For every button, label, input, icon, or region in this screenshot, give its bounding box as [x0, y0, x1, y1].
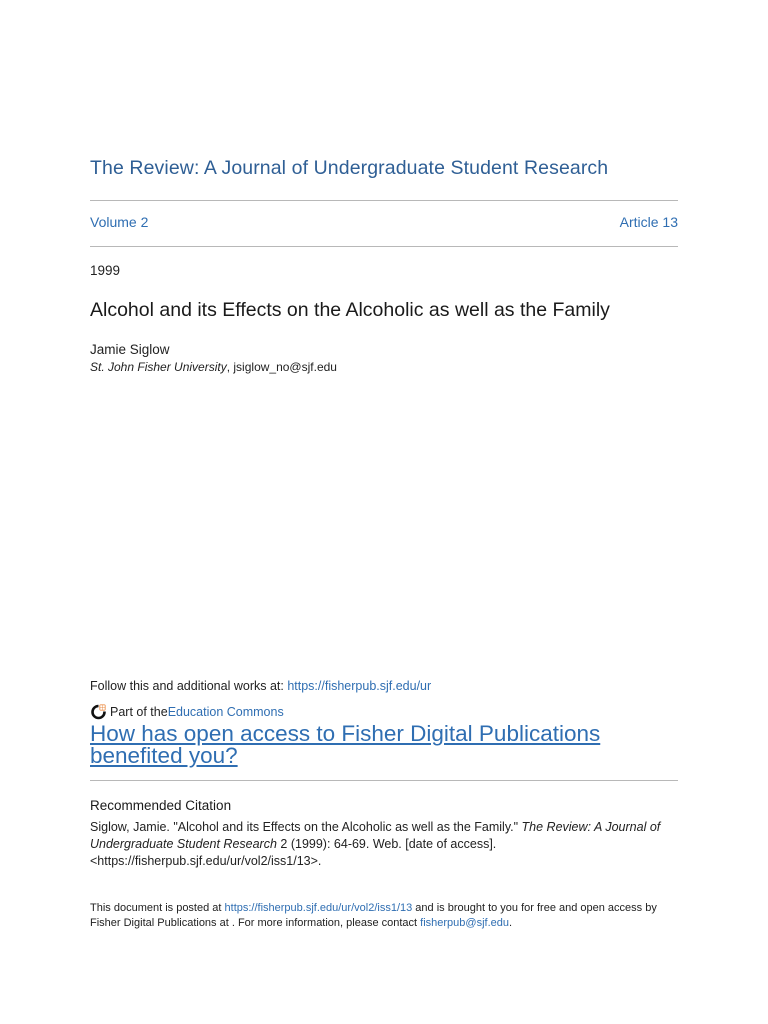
divider	[90, 200, 678, 201]
posted-text-2: and is brought to you for free and open access by Fisher Digital Publications at . For more information, please contact	[90, 902, 657, 929]
posted-text-1: This document is posted at	[90, 902, 225, 914]
part-of-text: Part of the	[110, 704, 168, 719]
author-email: jsiglow_no@sjf.edu	[233, 360, 337, 374]
journal-title-link[interactable]: The Review: A Journal of Undergraduate Student Research	[90, 157, 609, 179]
volume-link[interactable]: Volume 2	[90, 214, 149, 230]
recommended-citation-heading: Recommended Citation	[90, 798, 232, 813]
affiliation-separator: ,	[226, 360, 234, 374]
divider	[90, 246, 678, 247]
cover-page	[90, 0, 678, 1024]
open-access-feedback-link[interactable]: How has open access to Fisher Digital Publications benefited you?	[90, 721, 601, 768]
volume-article-row	[90, 214, 678, 234]
follow-text: Follow this and additional works at:	[90, 679, 288, 693]
author-name: Jamie Siglow	[90, 342, 170, 357]
article-link[interactable]: Article 13	[619, 214, 678, 230]
publication-year: 1999	[90, 263, 121, 278]
citation-text	[90, 819, 670, 870]
article-url-link[interactable]: https://fisherpub.sjf.edu/ur/vol2/iss1/13	[224, 902, 413, 914]
commons-icon	[90, 703, 107, 720]
author-institution: St. John Fisher University	[90, 360, 227, 374]
document-title: Alcohol and its Effects on the Alcoholic as well as the Family	[90, 299, 610, 321]
posting-notice	[90, 901, 670, 931]
citation-journal: The Review: A Journal of Undergraduate Student Research	[90, 820, 661, 851]
author-affiliation	[90, 360, 337, 374]
education-commons-link[interactable]: Education Commons	[167, 704, 284, 719]
follow-line	[90, 679, 431, 693]
citation-part-2: 2 (1999): 64-69. Web. [date of access]. <https://fisherpub.sjf.edu/ur/vol2/iss1/13>.	[90, 837, 497, 868]
repository-link[interactable]: https://fisherpub.sjf.edu/ur	[287, 679, 432, 693]
contact-email-link[interactable]: fisherpub@sjf.edu	[420, 917, 509, 929]
posted-text-3: .	[508, 917, 513, 929]
part-of-line	[90, 703, 284, 720]
divider	[90, 780, 678, 781]
citation-part-1: Siglow, Jamie. "Alcohol and its Effects on the Alcoholic as well as the Family."	[90, 820, 522, 834]
